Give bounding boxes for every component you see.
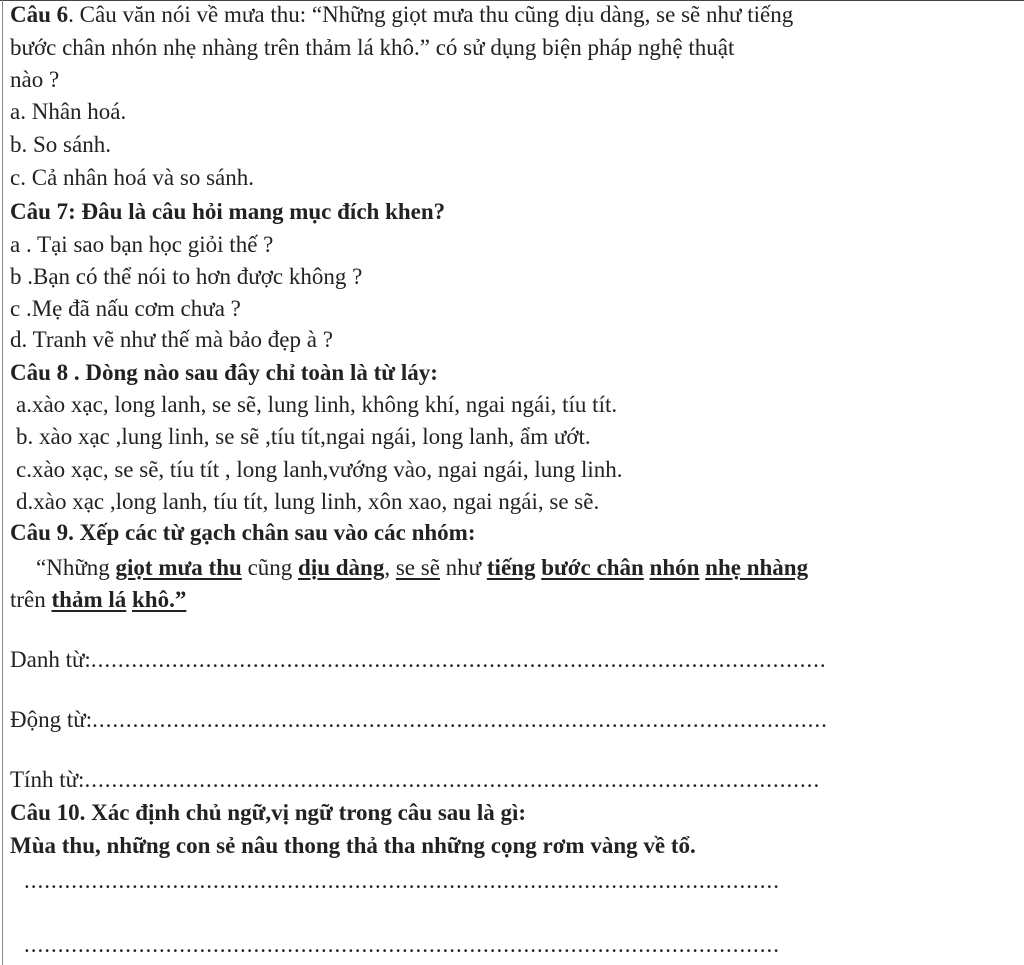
verb-answer-line — [10, 705, 828, 736]
adjective-label: Tính từ: — [10, 767, 85, 792]
underlined-word: giọt mưa thu — [115, 555, 242, 580]
q8-title: Câu 8 . Dòng nào sau đây chỉ toàn là từ láy: — [10, 360, 438, 385]
noun-answer-line — [10, 645, 827, 676]
noun-dotted-blank: ............................................................................................................. — [90, 647, 827, 672]
q9-text: “Những — [36, 555, 116, 580]
q6-line-3: nào ? — [10, 67, 60, 92]
q6-line-2: bước chân nhón nhẹ nhàng trên thảm lá khô.” có sử dụng biện pháp nghệ thuật — [10, 35, 735, 60]
q9-text: cũng — [241, 555, 299, 580]
q10-title: Câu 10. Xác định chủ ngữ,vị ngữ trong câu sau là gì: — [10, 800, 527, 825]
underlined-word: dịu dàng — [298, 555, 385, 580]
verb-dotted-blank: ............................................................................................................. — [92, 707, 828, 732]
underlined-word: se sẽ — [395, 555, 440, 580]
q10-sentence: Mùa thu, những con sẻ nâu thong thả tha những cọng rơm vàng về tổ. — [10, 833, 696, 858]
underlined-word: khô.” — [132, 587, 187, 612]
q9-sentence-line-1 — [36, 553, 808, 584]
q7-option-a: a . Tại sao bạn học giỏi thế ? — [10, 232, 274, 257]
q10-dotted-blank-1: ................................................................................................................ — [24, 868, 780, 893]
underlined-word: nhón — [649, 555, 700, 580]
left-border — [2, 0, 3, 965]
q6-line-1 — [10, 0, 793, 31]
q8-option-c: c.xào xạc, se sẽ, tíu tít , long lanh,vướng vào, ngai ngái, lung linh. — [16, 457, 623, 482]
q7-option-c: c .Mẹ đã nấu cơm chưa ? — [10, 296, 241, 321]
q9-sentence-line-2 — [10, 585, 186, 616]
q7-option-d: d. Tranh vẽ như thế mà bảo đẹp à ? — [10, 327, 333, 352]
q9-title: Câu 9. Xếp các từ gạch chân sau vào các nhóm: — [10, 520, 476, 545]
q6-option-a: a. Nhân hoá. — [10, 99, 127, 124]
q9-text: trên — [10, 587, 52, 612]
q8-option-a: a.xào xạc, long lanh, se sẽ, lung linh, không khí, ngai ngái, tíu tít. — [16, 392, 618, 417]
underlined-word: bước chân — [541, 555, 644, 580]
q9-text: như — [439, 555, 487, 580]
q6-option-b: b. So sánh. — [10, 132, 111, 157]
adjective-answer-line — [10, 765, 820, 796]
verb-label: Động từ: — [10, 707, 93, 732]
adjective-dotted-blank: ............................................................................................................. — [84, 767, 821, 792]
underlined-word: thảm lá — [51, 587, 127, 612]
q7-title: Câu 7: Đâu là câu hỏi mang mục đích khen? — [10, 199, 446, 224]
q9-text: , — [384, 555, 396, 580]
noun-label: Danh từ: — [10, 647, 91, 672]
q6-label: Câu 6 — [10, 2, 69, 27]
underlined-word: nhẹ nhàng — [705, 555, 809, 580]
q8-option-b: b. xào xạc ,lung linh, se sẽ ,tíu tít,ngai ngái, long lanh, ẩm ướt. — [16, 424, 591, 449]
q7-option-b: b .Bạn có thể nói to hơn được không ? — [10, 264, 363, 289]
q6-text: . Câu văn nói về mưa thu: “Những giọt mưa thu cũng dịu dàng, se sẽ như tiếng — [68, 2, 794, 27]
q6-option-c: c. Cả nhân hoá và so sánh. — [10, 165, 254, 190]
q10-dotted-blank-2: ................................................................................................................ — [24, 932, 780, 957]
underlined-word: tiếng — [486, 555, 536, 580]
q8-option-d: d.xào xạc ,long lanh, tíu tít, lung linh, xôn xao, ngai ngái, se sẽ. — [16, 489, 600, 514]
